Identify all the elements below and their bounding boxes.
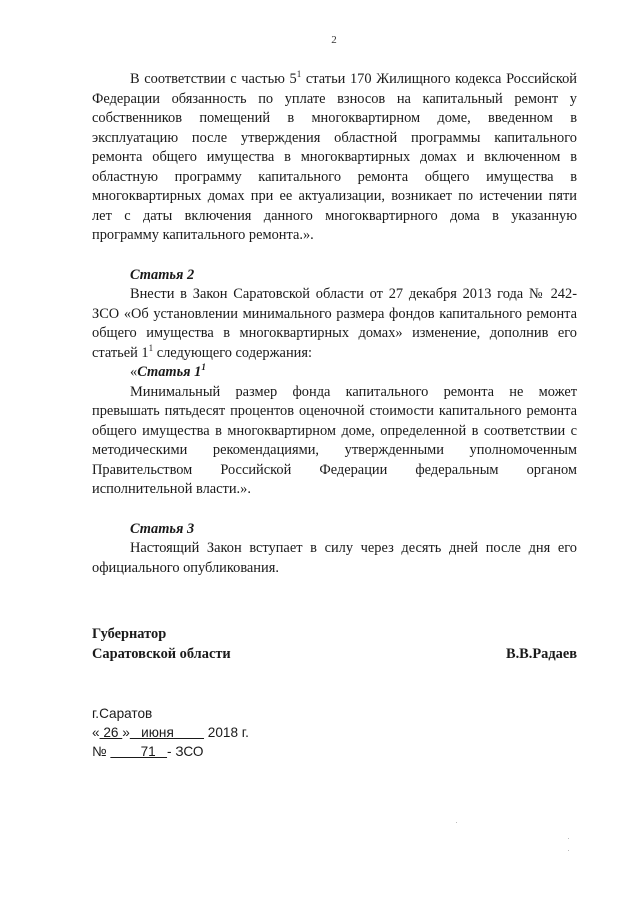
scan-speck bbox=[568, 850, 569, 851]
issue-date: « 26 » июня 2018 г. bbox=[92, 725, 249, 740]
scan-speck bbox=[568, 838, 569, 839]
issue-year: 2018 г. bbox=[204, 725, 249, 740]
issue-city: г.Саратов bbox=[92, 706, 153, 721]
issue-month: июня bbox=[129, 725, 205, 740]
signatory-position-line1: Губернатор bbox=[92, 626, 167, 642]
law-number: № 71 - ЗСО bbox=[92, 744, 204, 759]
paragraph-text: статьи 170 Жилищного кодекса Российской Федерации обязанность по уплате взносов на капитальный ремонт у собственников помещений в многоквартирном доме, введенном в эксплуатацию после утверждения областной программы капитального ремонта общего имущества в многоквартирных домах и включенном в областную программу капитального ремонта общего имущества в многоквартирных домах при ее актуализации, возникает по истечении пяти лет с даты включения данного многоквартирного дома в указанную программу капитального ремонта.». bbox=[92, 71, 577, 243]
superscript: 1 bbox=[148, 342, 154, 353]
scan-speck bbox=[456, 822, 457, 823]
paragraph-text: следующего содержания: bbox=[153, 344, 312, 361]
superscript: 1 bbox=[296, 69, 302, 80]
law-number-suffix: - ЗСО bbox=[167, 744, 204, 759]
article-1-1-title bbox=[92, 363, 577, 383]
paragraph-text: В соответствии с частью 5 bbox=[130, 71, 297, 87]
article-3-title: Статья 3 bbox=[130, 520, 195, 537]
page-number: 2 bbox=[331, 34, 337, 46]
law-number-value: 71 bbox=[110, 744, 168, 759]
article-2-title: Статья 2 bbox=[130, 266, 195, 283]
signature-block bbox=[92, 624, 577, 664]
article-2-text bbox=[92, 285, 577, 363]
paragraph-continuation bbox=[92, 70, 577, 246]
paragraph-text: Внести в Закон Саратовской области от 27 декабря 2013 года № 242-ЗСО «Об установлении минимального размера фондов капитального ремонта общего имущества в многоквартирных домах» изменение, дополнив его статьей 1 bbox=[92, 286, 577, 361]
article-1-1-text: Минимальный размер фонда капитального ремонта не может превышать пятьдесят процентов оценочной стоимости капитального ремонта общего имущества в многоквартирном доме, определенной в соответствии с методическими рекомендациями, утвержденными уполномоченным Правительством Российской Федерации федеральным органом исполнительной власти.». bbox=[92, 383, 577, 497]
signatory-name: В.В.Радаев bbox=[505, 646, 577, 662]
signatory-position-line2: Саратовской области bbox=[92, 646, 231, 662]
article-3-text: Настоящий Закон вступает в силу через десять дней после дня его официального опубликования. bbox=[92, 540, 577, 576]
issue-day: 26 bbox=[99, 725, 123, 740]
document-body bbox=[92, 70, 577, 761]
superscript: 1 bbox=[201, 362, 206, 373]
issue-details bbox=[92, 704, 577, 761]
open-quote: « bbox=[130, 364, 138, 380]
article-title-text: Статья 1 bbox=[137, 364, 202, 380]
